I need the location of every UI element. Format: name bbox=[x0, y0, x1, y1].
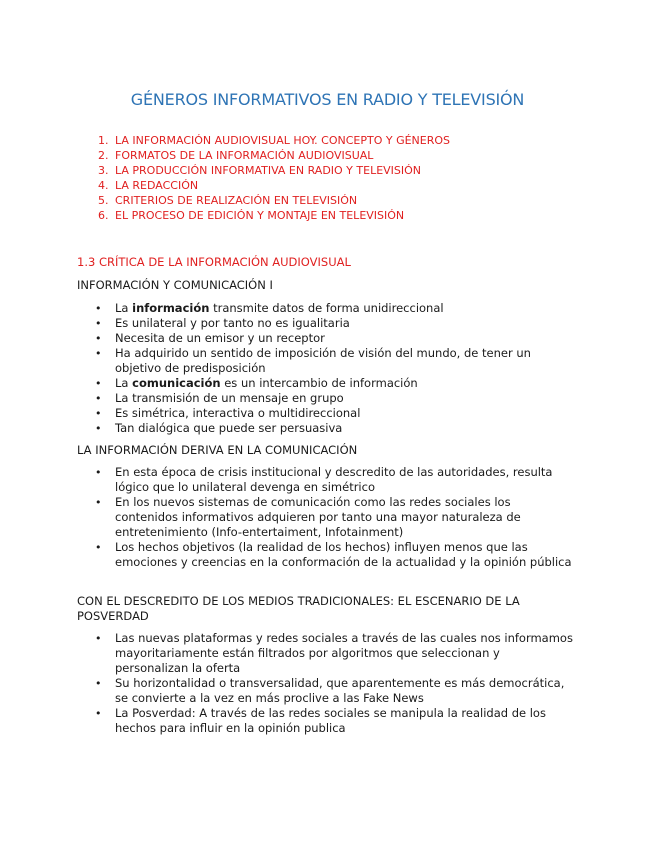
bullet-list-1 bbox=[93, 301, 575, 436]
list-item: • Es unilateral y por tanto no es igualitaria bbox=[95, 316, 350, 330]
bullet-icon: • bbox=[95, 707, 102, 720]
toc-text: LA REDACCIÓN bbox=[115, 179, 199, 192]
section-heading: 1.3 CRÍTICA DE LA INFORMACIÓN AUDIOVISUAL bbox=[77, 255, 351, 269]
list-item: • Las nuevas plataformas y redes sociales a través de las cuales nos informamos mayoritariamente están filtrados por algoritmos que seleccionan y personalizan la oferta bbox=[95, 631, 573, 675]
bullet-icon: • bbox=[95, 422, 102, 435]
bullet-icon: • bbox=[95, 302, 102, 315]
toc-number: 4. bbox=[98, 179, 109, 192]
toc-item bbox=[98, 148, 450, 163]
bullet-icon: • bbox=[95, 317, 102, 330]
list-item: • Su horizontalidad o transversalidad, que aparentemente es más democrática, se convierte a la vez en más proclive a las Fake News bbox=[95, 676, 565, 705]
list-item: • Tan dialógica que puede ser persuasiva bbox=[95, 421, 343, 435]
toc-text: LA PRODUCCIÓN INFORMATIVA EN RADIO Y TELEVISIÓN bbox=[115, 164, 422, 177]
bullet-icon: • bbox=[95, 377, 102, 390]
document-title: GÉNEROS INFORMATIVOS EN RADIO Y TELEVISIÓN bbox=[130, 90, 525, 109]
toc-number: 1. bbox=[98, 134, 109, 147]
bullet-icon: • bbox=[95, 392, 102, 405]
list-item: • En los nuevos sistemas de comunicación como las redes sociales los contenidos informativos adquieren por tanto una mayor naturaleza de entretenimiento (Info-entertaiment, Infotainment) bbox=[95, 495, 521, 539]
list-item: • Necesita de un emisor y un receptor bbox=[95, 331, 325, 345]
bullet-icon: • bbox=[95, 466, 102, 479]
bullet-icon: • bbox=[95, 632, 102, 645]
bullet-icon: • bbox=[95, 496, 102, 509]
toc-text: EL PROCESO DE EDICIÓN Y MONTAJE EN TELEVISIÓN bbox=[115, 209, 405, 222]
list-item: • La transmisión de un mensaje en grupo bbox=[95, 391, 344, 405]
subsection-heading-3: CON EL DESCREDITO DE LOS MEDIOS TRADICIONALES: EL ESCENARIO DE LA POSVERDAD bbox=[77, 594, 520, 623]
toc-number: 5. bbox=[98, 194, 109, 207]
toc-text: FORMATOS DE LA INFORMACIÓN AUDIOVISUAL bbox=[115, 149, 374, 162]
list-item: • La Posverdad: A través de las redes sociales se manipula la realidad de los hechos para influir en la opinión publica bbox=[95, 706, 546, 735]
toc-number: 2. bbox=[98, 149, 109, 162]
bullet-list-3 bbox=[93, 631, 575, 736]
bullet-icon: • bbox=[95, 677, 102, 690]
list-item: • La comunicación es un intercambio de información bbox=[95, 376, 418, 390]
bullet-list-2 bbox=[93, 465, 575, 570]
bullet-icon: • bbox=[95, 332, 102, 345]
list-item: • La información transmite datos de forma unidireccional bbox=[95, 301, 444, 315]
toc-item bbox=[98, 163, 450, 178]
toc-number: 3. bbox=[98, 164, 109, 177]
toc-item bbox=[98, 208, 450, 223]
bullet-icon: • bbox=[95, 541, 102, 554]
list-item: • Ha adquirido un sentido de imposición de visión del mundo, de tener un objetivo de predisposición bbox=[95, 346, 531, 375]
list-item: • Los hechos objetivos (la realidad de los hechos) influyen menos que las emociones y creencias en la conformación de la actualidad y la opinión pública bbox=[95, 540, 572, 569]
list-item: • En esta época de crisis institucional y descredito de las autoridades, resulta lógico que lo unilateral devenga en simétrico bbox=[95, 465, 553, 494]
toc-text: CRITERIOS DE REALIZACIÓN EN TELEVISIÓN bbox=[115, 194, 358, 207]
toc-item bbox=[98, 133, 450, 148]
subsection-heading-1: INFORMACIÓN Y COMUNICACIÓN I bbox=[77, 278, 273, 292]
bullet-icon: • bbox=[95, 407, 102, 420]
bullet-icon: • bbox=[95, 347, 102, 360]
toc-item bbox=[98, 178, 450, 193]
subsection-heading-2: LA INFORMACIÓN DERIVA EN LA COMUNICACIÓN bbox=[77, 443, 358, 457]
toc-number: 6. bbox=[98, 209, 109, 222]
toc-text: LA INFORMACIÓN AUDIOVISUAL HOY. CONCEPTO Y GÉNEROS bbox=[115, 134, 451, 147]
toc-item bbox=[98, 193, 450, 208]
table-of-contents bbox=[98, 133, 450, 223]
list-item: • Es simétrica, interactiva o multidireccional bbox=[95, 406, 361, 420]
